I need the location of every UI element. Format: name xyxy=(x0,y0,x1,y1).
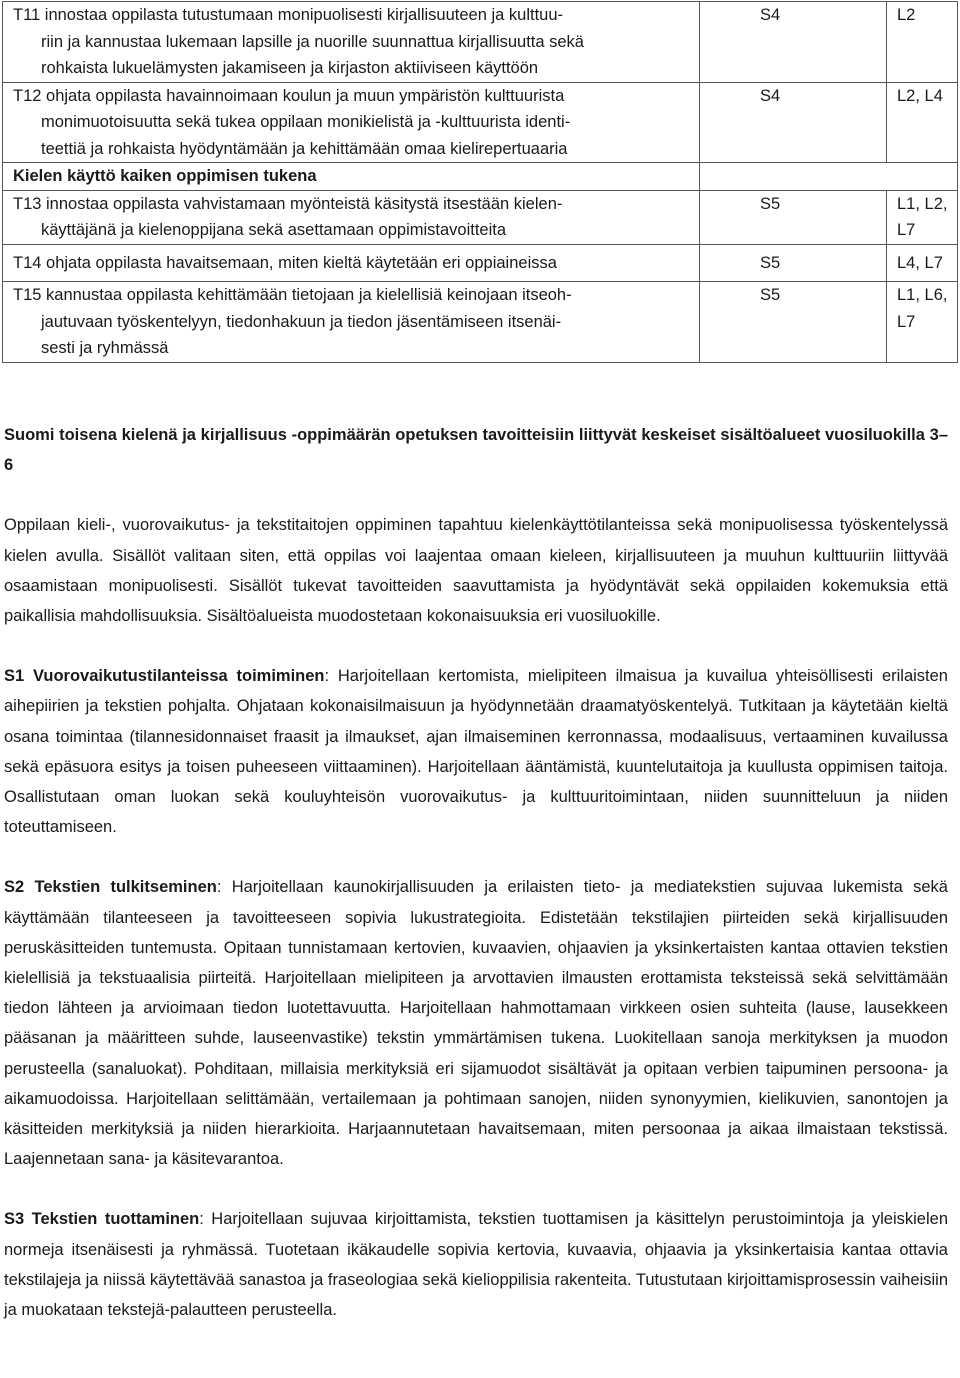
goal-text: riin ja kannustaa lukemaan lapsille ja nuorille suunnattua kirjallisuutta sekä xyxy=(41,32,584,51)
s1-title: S1 Vuorovaikutustilanteissa toimiminen xyxy=(4,667,325,686)
goal-cell xyxy=(3,190,700,244)
s2-text: : Harjoitellaan kaunokirjallisuuden ja erilaisten tieto- ja mediatekstien sujuvaa lukemista sekä käyttämään tilanteeseen ja tavoitteeseen sopivia lukustrategioita. Edistetään tekstilajien piirteiden sekä kirjallisuuden peruskäsitteiden tuntemusta. Opitaan tunnistamaan kertovien, kuvaavien, ohjaavien ja yksinkertaisten kantaa ottavien tekstien kielellisiä ja tekstuaalisia piirteitä. Harjoitellaan mielipiteen ja arvottavien ilmausten erottamista teksteissä sekä selvittämään tiedon lähteen ja arvioimaan tiedon luotettavuutta. Harjoitellaan hahmottamaan virkkeen osien suhteita (lause, lausekkeen pääsanan ja määritteen suhde, lauseenvastike) tekstin ymmärtämisen tukena. Luokitellaan sanoja merkityksen ja muodon perusteella (sanaluokat). Pohditaan, millaisia merkityksiä eri sijamuodot sisältävät ja opitaan verbien taipuminen persoona- ja aikamuodoissa. Harjoitellaan selittämään, vertailemaan ja pohtimaan sanojen, niiden synonyymien, kielikuvien, sanontojen ja käsitteiden merkityksiä ja niiden hierarkioita. Harjaannutetaan havaitsemaan, miten persoonaa ja aikaa ilmaistaan tekstissä. Laajennetaan sana- ja käsitevarantoa. xyxy=(4,878,948,1169)
goal-text: T12 ohjata oppilasta havainnoimaan koulun ja muun ympäristön kulttuurista xyxy=(13,86,565,105)
goal-text: sesti ja ryhmässä xyxy=(41,339,169,357)
table-row xyxy=(3,282,958,363)
goal-cell xyxy=(3,244,700,282)
goal-text: T14 ohjata oppilasta havaitsemaan, miten kieltä käytetään eri oppiaineissa xyxy=(13,253,557,272)
content-cell: S5 xyxy=(700,190,887,244)
content-cell: S4 xyxy=(700,82,887,163)
goal-cell xyxy=(3,2,700,83)
s1-paragraph xyxy=(4,661,948,842)
goal-text: rohkaista lukuelämysten jakamiseen ja kirjaston aktiiviseen käyttöön xyxy=(41,59,539,77)
areas-cell: L1, L2, L7 xyxy=(887,190,958,244)
table-row xyxy=(3,190,958,244)
areas-cell: L4, L7 xyxy=(887,244,958,282)
goal-text: monimuotoisuutta sekä tukea oppilaan monikielistä ja -kulttuurista identi- xyxy=(41,113,571,131)
s3-paragraph xyxy=(4,1204,948,1325)
s3-text: : Harjoitellaan sujuvaa kirjoittamista, tekstien tuottamisen ja käsittelyn perustoimintoja ja yleiskielen normeja itsenäisesti ja ryhmässä. Tuotetaan ikäkaudelle sopivia kertovia, kuvaavia, ohjaavia ja yksinkertaisia kantaa ottavia tekstilajeja ja niissä käytettävää sanastoa ja fraseologiaa sekä kielioppilisia rakenteita. Tutustutaan kirjoittamisprosessin vaiheisiin ja muokataan tekstejä-palautteen perusteella. xyxy=(4,1210,948,1320)
table-row xyxy=(3,2,958,83)
table-row xyxy=(3,244,958,282)
content-cell: S4 xyxy=(700,2,887,83)
areas-cell: L2, L4 xyxy=(887,82,958,163)
s2-title: S2 Tekstien tulkitseminen xyxy=(4,878,217,897)
goal-text: teettiä ja rohkaista hyödyntämään ja kehittämään omaa kielirepertuaaria xyxy=(41,139,568,158)
document-body xyxy=(4,420,948,1355)
goal-text: T15 kannustaa oppilasta kehittämään tietojaan ja kielellisiä keinojaan itseoh- xyxy=(13,286,572,304)
goal-text: jautuvaan työskentelyyn, tiedonhakuun ja tiedon jäsentämiseen itsenäi- xyxy=(41,312,562,331)
goal-cell xyxy=(3,82,700,163)
section-title: Suomi toisena kielenä ja kirjallisuus -oppimäärän opetuksen tavoitteisiin liittyvät keskeiset sisältöalueet vuosiluokilla 3–6 xyxy=(4,426,948,475)
empty-cell xyxy=(887,163,958,191)
areas-cell: L1, L6, L7 xyxy=(887,282,958,363)
s3-title: S3 Tekstien tuottaminen xyxy=(4,1210,200,1229)
content-cell: S5 xyxy=(700,282,887,363)
intro-paragraph: Oppilaan kieli-, vuorovaikutus- ja tekstitaitojen oppiminen tapahtuu kielenkäyttötilanteissa sekä monipuolisessa työskentelyssä kielen avulla. Sisällöt valitaan siten, että oppilas voi laajentaa omaan kieleen, kirjallisuuteen ja muuhun kulttuuriin liittyvää osaamistaan monipuolisesti. Sisällöt tukevat tavoitteiden saavuttamista ja hyödyntävät sekä oppilaiden kokemuksia että paikallisia mahdollisuuksia. Sisältöalueista muodostetaan kokonaisuuksia eri vuosiluokille. xyxy=(4,516,948,626)
s1-text: : Harjoitellaan kertomista, mielipiteen ilmaisua ja kuvailua yhteisöllisesti erilaisten aihepiirien ja tekstien pohjalta. Ohjataan kokonaisilmaisuun ja hyödynnetään draamatyöskentelyä. Tutkitaan ja käytetään kieltä osana toimintaa (tilannesidonnaiset fraasit ja ilmaukset, ajan ilmaiseminen kerronnassa, modaalisuus, vertaaminen kuvailussa sekä epäsuora esitys ja toisen puheeseen viittaaminen). Harjoitellaan ääntämistä, kuuntelutaitoja ja kuullusta oppimisen taitoja. Osallistutaan oman luokan sekä kouluyhteisön vuorovaikutus- ja kulttuuritoimintaan, niiden suunnitteluun ja niiden toteuttamiseen. xyxy=(4,667,948,837)
s2-paragraph xyxy=(4,872,948,1174)
section-heading: Kielen käyttö kaiken oppimisen tukena xyxy=(3,163,700,191)
empty-cell xyxy=(700,163,887,191)
content-cell: S5 xyxy=(700,244,887,282)
goal-text: T13 innostaa oppilasta vahvistamaan myönteistä käsitystä itsestään kielen- xyxy=(13,194,563,213)
table-section-row xyxy=(3,163,958,191)
goal-text: käyttäjänä ja kielenoppijana sekä asettamaan oppimistavoitteita xyxy=(41,221,507,239)
goal-cell xyxy=(3,282,700,363)
table-row xyxy=(3,82,958,163)
goal-text: T11 innostaa oppilasta tutustumaan monipuolisesti kirjallisuuteen ja kulttuu- xyxy=(13,6,564,24)
areas-cell: L2 xyxy=(887,2,958,83)
goals-table xyxy=(2,1,958,363)
